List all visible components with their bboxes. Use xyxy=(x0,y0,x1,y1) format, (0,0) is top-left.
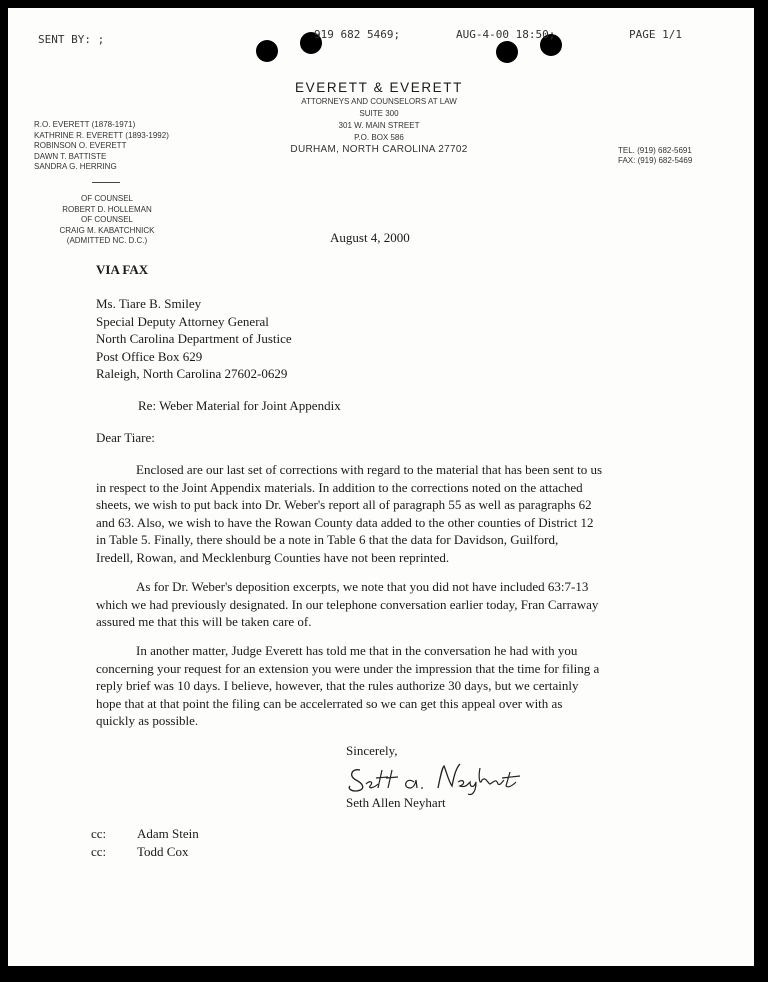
paragraph-line: which we had previously designated. In our telephone conversation earlier today, Fran Carraway xyxy=(96,596,599,612)
recipient-line: North Carolina Department of Justice xyxy=(96,331,292,346)
fax-phone: 919 682 5469; xyxy=(314,28,401,41)
fax-date-time: AUG-4-00 18:50; xyxy=(456,28,556,41)
paragraph-2 xyxy=(96,578,656,631)
cc-row xyxy=(91,825,199,843)
paragraph-line: hope that at that point the filing can be accelerrated so we can get this appeal over with as xyxy=(96,695,563,711)
partner-name: DAWN T. BATTISTE xyxy=(34,151,107,161)
paragraph-line: and 63. Also, we wish to have the Rowan County data added to the other counties of District 12 xyxy=(96,514,594,530)
paragraph-line: concerning your request for an extension you were under the impression that the time for filing a xyxy=(96,660,600,676)
partner-name: SANDRA G. HERRING xyxy=(34,162,117,171)
firm-city: DURHAM, NORTH CAROLINA 27702 xyxy=(290,144,468,155)
firm-suite: SUITE 300 xyxy=(359,109,399,118)
firm-name: EVERETT & EVERETT xyxy=(295,80,463,95)
letter-date: August 4, 2000 xyxy=(330,230,410,245)
firm-po-box: P.O. BOX 586 xyxy=(354,133,404,142)
of-counsel-line: CRAIG M. KABATCHNICK xyxy=(59,225,155,235)
firm-street: 301 W. MAIN STREET xyxy=(338,121,420,130)
cc-name: Adam Stein xyxy=(137,826,199,841)
paragraph-line: sheets, we wish to put back into Dr. Weber's report all of paragraph 55 as well as paragraphs 62 xyxy=(96,497,592,512)
of-counsel-line: OF COUNSEL xyxy=(80,215,133,224)
paragraph-1 xyxy=(96,461,656,566)
fax-sent-by: SENT BY: ; xyxy=(38,33,105,46)
punch-hole xyxy=(496,41,518,63)
cc-list xyxy=(91,825,199,860)
subject-line: Re: Weber Material for Joint Appendix xyxy=(138,398,341,413)
closing: Sincerely, xyxy=(346,743,398,758)
fax-page xyxy=(8,8,754,966)
partner-list xyxy=(34,120,169,173)
paragraph-line: reply brief was 10 days. I believe, however, that the rules authorize 30 days, but we certainly xyxy=(96,678,579,693)
recipient-line: Post Office Box 629 xyxy=(96,348,203,364)
delivery-method: VIA FAX xyxy=(96,262,149,277)
cc-name: Todd Cox xyxy=(137,843,189,859)
firm-fax: FAX: (919) 682-5469 xyxy=(618,156,693,165)
fax-page-count: PAGE 1/1 xyxy=(629,28,682,41)
signature-image xyxy=(344,756,544,796)
recipient-line: Raleigh, North Carolina 27602-0629 xyxy=(96,366,288,381)
punch-hole xyxy=(256,40,278,62)
paragraph-line: in Table 5. Finally, there should be a note in Table 6 that the data for Davidson, Guilford, xyxy=(96,532,559,547)
paragraph-line: assured me that this will be taken care of. xyxy=(96,614,312,629)
paragraph-line: Iredell, Rowan, and Mecklenburg Counties have not been reprinted. xyxy=(96,549,450,565)
partner-name: KATHRINE R. EVERETT (1893-1992) xyxy=(34,130,169,140)
paragraph-3 xyxy=(96,642,656,730)
recipient-line: Ms. Tiare B. Smiley xyxy=(96,296,202,311)
cc-label: cc: xyxy=(91,826,107,841)
firm-subtitle: ATTORNEYS AND COUNSELORS AT LAW xyxy=(301,97,457,106)
of-counsel-list xyxy=(34,194,180,247)
partner-divider xyxy=(92,182,120,183)
of-counsel-line: (ADMITTED NC. D.C.) xyxy=(66,236,148,245)
partner-name: R.O. EVERETT (1878-1971) xyxy=(34,120,136,129)
partner-name: ROBINSON O. EVERETT xyxy=(34,141,127,150)
paragraph-line: As for Dr. Weber's deposition excerpts, we note that you did not have included 63:7-13 xyxy=(136,579,589,594)
salutation: Dear Tiare: xyxy=(96,430,155,445)
paragraph-line: in respect to the Joint Appendix materials. In addition to the corrections noted on the attached xyxy=(96,479,583,495)
signer-name: Seth Allen Neyhart xyxy=(346,795,446,810)
of-counsel-line: ROBERT D. HOLLEMAN xyxy=(62,204,152,214)
cc-row xyxy=(91,843,199,861)
of-counsel-line: OF COUNSEL xyxy=(80,194,133,203)
paragraph-line: quickly as possible. xyxy=(96,713,199,728)
recipient-address xyxy=(96,295,292,383)
firm-tel: TEL. (919) 682-5691 xyxy=(618,146,692,155)
recipient-line: Special Deputy Attorney General xyxy=(96,313,269,329)
paragraph-line: In another matter, Judge Everett has told me that in the conversation he had with you xyxy=(136,643,578,658)
cc-label: cc: xyxy=(91,843,107,859)
paragraph-line: Enclosed are our last set of corrections with regard to the material that has been sent to us xyxy=(136,462,603,477)
